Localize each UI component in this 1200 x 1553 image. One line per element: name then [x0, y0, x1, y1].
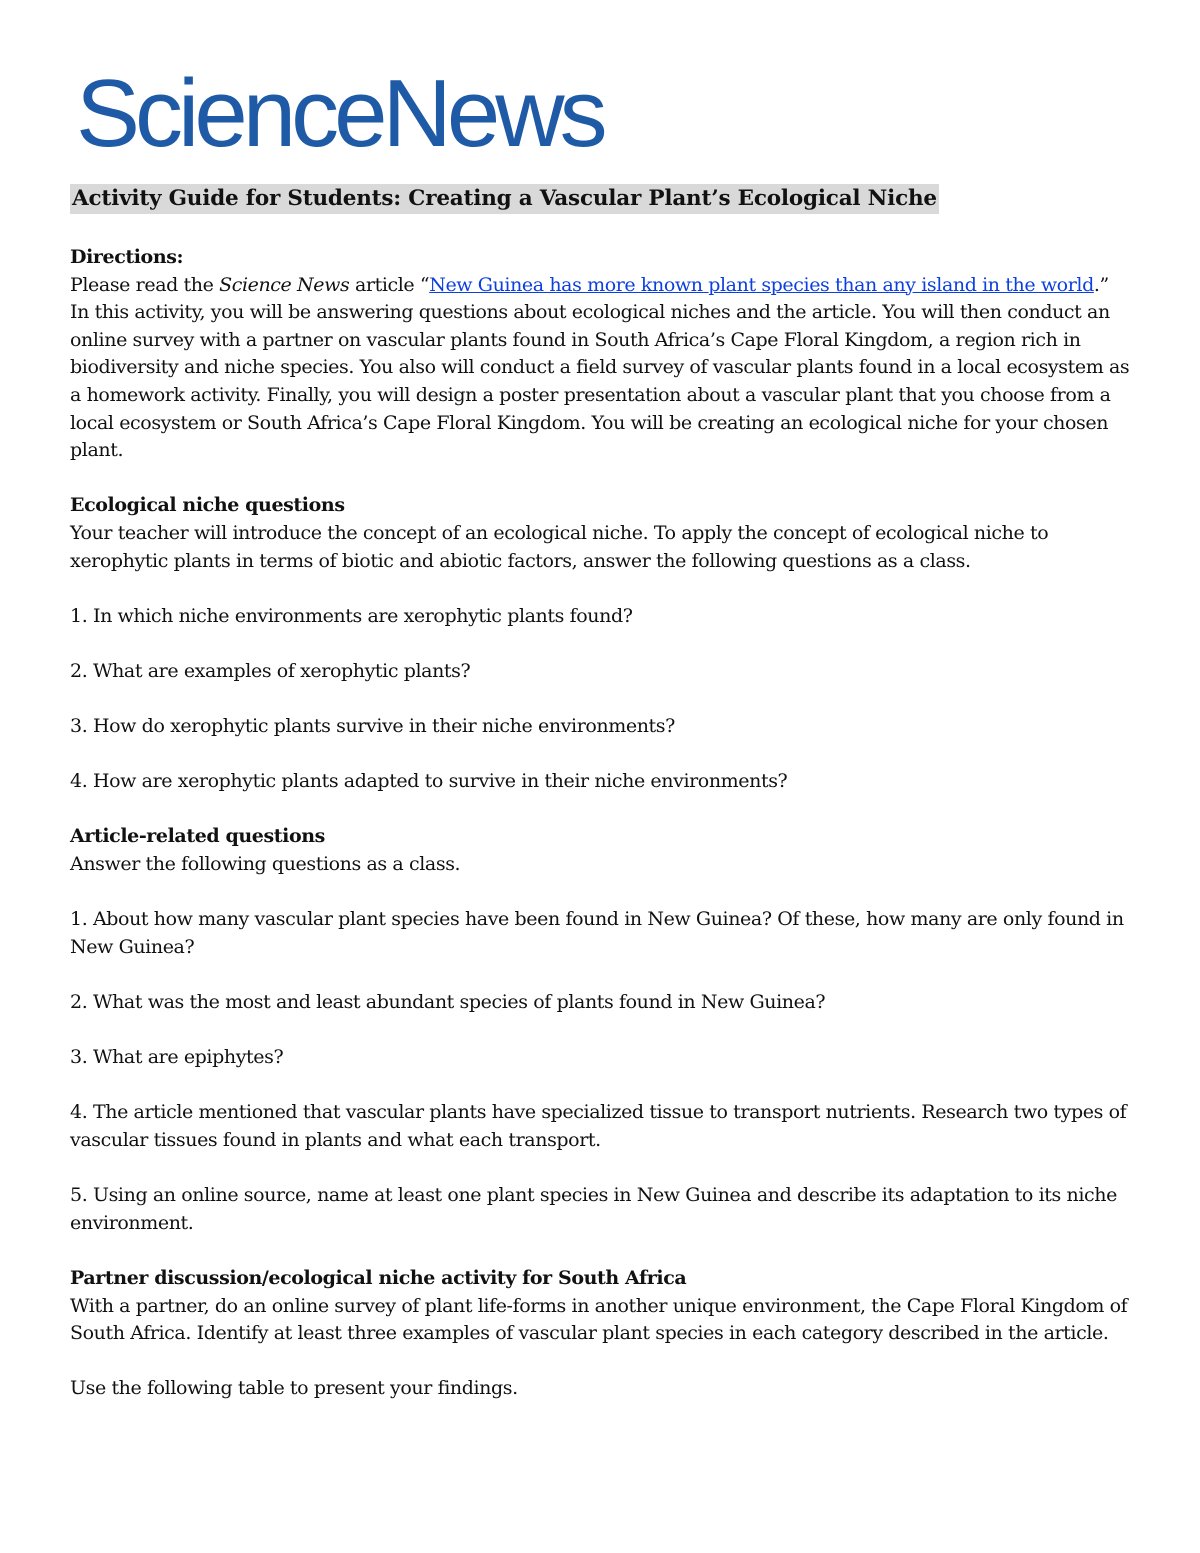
partner-heading: Partner discussion/ecological niche activity for South Africa [70, 1266, 687, 1289]
question-item: 5. Using an online source, name at least one plant species in New Guinea and describe its adaptation to its niche environment. [70, 1184, 1117, 1234]
page-title: Activity Guide for Students: Creating a Vascular Plant’s Ecological Niche [70, 184, 939, 214]
directions-heading: Directions: [70, 246, 184, 268]
question-item: 4. How are xerophytic plants adapted to survive in their niche environments? [70, 770, 788, 793]
directions-section [70, 244, 1132, 465]
niche-section [70, 492, 1132, 575]
question-item: 2. What are examples of xerophytic plants? [70, 659, 471, 682]
question-item: 1. In which niche environments are xerophytic plants found? [70, 604, 633, 627]
article-intro: Answer the following questions as a class. [70, 853, 461, 876]
article-link[interactable]: New Guinea has more known plant species than any island in the world [429, 273, 1094, 296]
partner-section [70, 1265, 1132, 1348]
science-news-logo: ScienceNews [76, 60, 603, 167]
niche-heading: Ecological niche questions [70, 494, 345, 517]
publication-name: Science News [219, 273, 350, 296]
question-item: 1. About how many vascular plant species have been found in New Guinea? Of these, how many are only found in New Guinea? [70, 908, 1124, 958]
question-item: 2. What was the most and least abundant species of plants found in New Guinea? [70, 991, 826, 1014]
question-item: 4. The article mentioned that vascular plants have specialized tissue to transport nutrients. Research two types of vascular tissues found in plants and what each transport. [70, 1101, 1127, 1151]
question-item: 3. What are epiphytes? [70, 1046, 284, 1069]
directions-text-b: article “ [349, 273, 430, 296]
directions-text-c: .” In this activity, you will be answering questions about ecological niches and the article. You will then conduct an online survey with a partner on vascular plants found in South Africa’s Cape Floral Kingdom, a region rich in biodiversity and niche species. You also will conduct a field survey of vascular plants found in a local ecosystem as a homework activity. Finally, you will design a poster presentation about a vascular plant that you choose from a local ecosystem or South Africa’s Cape Floral Kingdom. You will be creating an ecological niche for your chosen plant. [70, 273, 1130, 462]
activity-guide-document [70, 184, 1132, 1431]
table-note: Use the following table to present your findings. [70, 1377, 518, 1400]
directions-text-a: Please read the [70, 273, 220, 296]
partner-intro: With a partner, do an online survey of plant life-forms in another unique environment, the Cape Floral Kingdom of South Africa. Identify at least three examples of vascular plant species in each category described in the article. [70, 1294, 1128, 1345]
niche-intro: Your teacher will introduce the concept of an ecological niche. To apply the concept of ecological niche to xerophytic plants in terms of biotic and abiotic factors, answer the following questions as a class. [70, 521, 1049, 572]
question-item: 3. How do xerophytic plants survive in their niche environments? [70, 715, 675, 738]
article-heading: Article-related questions [70, 825, 325, 848]
article-section [70, 823, 1132, 878]
